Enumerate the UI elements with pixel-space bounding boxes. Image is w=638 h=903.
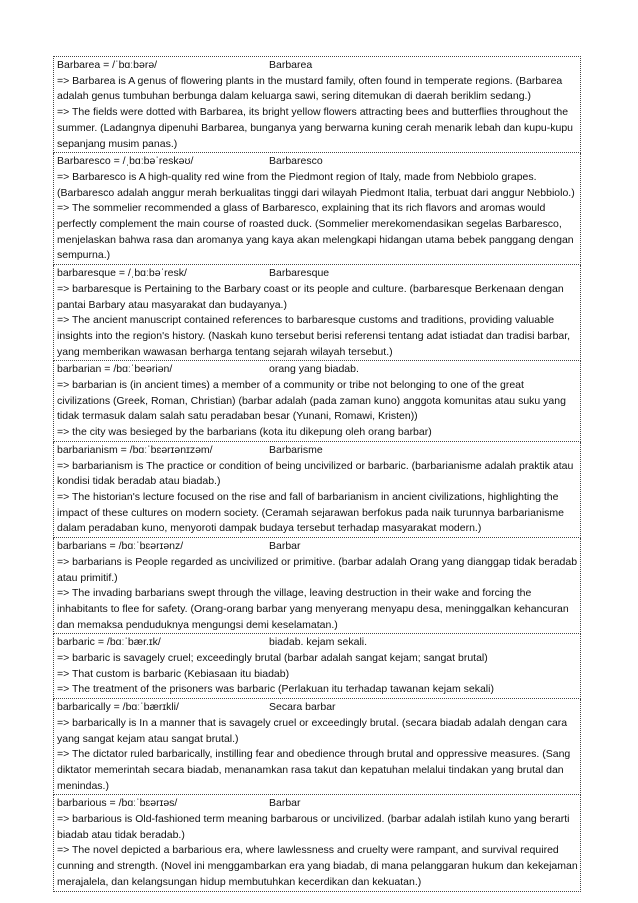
entry-example: => The sommelier recommended a glass of Barbaresco, explaining that its rich flavors and aromas would perfectly complement the main course of roasted duck. (Sommelier merekomendasikan segelas Barbaresco, menjelaskan bahwa rasa dan aromanya yang kaya akan melengkapi hidangan utama bebek panggang dengan sempurna.) [57,202,574,262]
entry-translation: Barbarea [269,59,313,71]
entry-translation: Barbarisme [269,443,323,456]
entry-example: => The treatment of the prisoners was barbaric (Perlakuan itu terhadap tawanan kejam sekali) [57,683,494,696]
entry-headline [57,154,578,170]
entry-definition: => Barbarea is A genus of flowering plants in the mustard family, often found in temperate regions. (Barbarea adalah genus tumbuhan berbunga dalam keluarga sawi, sering ditemukan di daerah beriklim sedang.) [57,74,563,103]
entry-translation: Barbaresco [269,155,323,168]
dictionary-entry [53,265,581,361]
dictionary-entry [53,56,581,153]
entry-definition: => barbarian is (in ancient times) a member of a community or tribe not belonging to one of the great civilizations (Greek, Roman, Christian) (barbar adalah (pada zaman kuno) anggota komunitas atau suku yang tidak termasuk dalam salah satu peradaban besar (Yunani, Romawi, Kristen)) [57,379,566,423]
entry-headline [57,635,578,651]
entry-translation: Barbar [269,797,301,810]
dictionary-document [53,56,581,892]
dictionary-entry [53,634,581,699]
entry-headword: barbarious = /bɑːˈbɛərɪəs/ [57,797,178,810]
dictionary-entry [53,153,581,265]
entry-headword: barbarically = /bɑːˈbærɪkli/ [57,701,179,714]
entry-definition: => barbaric is savagely cruel; exceedingly brutal (barbar adalah sangat kejam; sangat brutal) [57,652,488,665]
entry-example: => The historian's lecture focused on the rise and fall of barbarianism in ancient civilizations, highlighting the impact of these cultures on modern society. (Ceramah sejarawan berfokus pada naik turunnya barbarianisme dalam peradaban kuno, menyoroti dampak budaya tersebut terhadap masyarakat modern.) [57,490,564,535]
entry-translation: Barbar [269,540,301,553]
entry-example: => The dictator ruled barbarically, instilling fear and obedience through brutal and oppressive measures. (Sang diktator memerintah secara biadab, menanamkan rasa takut dan kepatuhan melalui tindakan yang brutal dan menindas.) [57,748,571,792]
dictionary-entry [53,361,581,442]
entry-headline [57,58,578,74]
entry-example: => The novel depicted a barbarious era, where lawlessness and cruelty were rampant, and survival required cunning and strength. (Novel ini menggambarkan era yang biadab, di mana pelanggaran hukum dan kekejaman merajalela, dan kelangsungan hidup membutuhkan kecerdikan dan kekuatan.) [57,844,578,888]
entry-example: => The fields were dotted with Barbarea, its bright yellow flowers attracting bees and butterflies throughout the summer. (Ladangnya dipenuhi Barbarea, bunganya yang berwarna kuning cerah menarik lebah dan kupu-kupu sepanjang musim panas.) [57,106,574,150]
entry-translation: biadab. kejam sekali. [269,636,368,649]
dictionary-entry [53,699,581,795]
entry-headline [57,539,578,555]
entry-headword: barbarianism = /bɑːˈbɛərɪənɪzəm/ [57,443,213,456]
entry-headword: barbaresque = /ˌbɑːbəˈresk/ [57,267,187,280]
entry-definition: => barbarianism is The practice or condition of being uncivilized or barbaric. (barbarianisme adalah praktik atau kondisi tidak beradab atau biadab.) [57,459,574,488]
entry-definition: => barbarically is In a manner that is savagely cruel or exceedingly brutal. (secara biadab adalah dengan cara yang sangat kejam atau sangat brutal.) [57,716,568,745]
dictionary-entry [53,538,581,634]
entry-example: => the city was besieged by the barbarians (kota itu dikepung oleh orang barbar) [57,426,432,439]
entry-headword: Barbarea = /ˈbɑːbərə/ [57,59,158,71]
entry-headline [57,266,578,282]
entry-definition: => barbaresque is Pertaining to the Barbary coast or its people and culture. (barbaresque Berkenaan dengan pantai Barbary atau masyarakat dan budayanya.) [57,282,564,311]
entry-definition: => Barbaresco is A high-quality red wine from the Piedmont region of Italy, made from Nebbiolo grapes. (Barbaresco adalah anggur merah berkualitas tinggi dari wilayah Piedmont Italia, terbuat dari anggur Nebbiolo.) [57,170,575,199]
entry-definition: => barbarians is People regarded as uncivilized or primitive. (barbar adalah Orang yang dianggap tidak beradab atau primitif.) [57,555,578,584]
dictionary-entry [53,442,581,538]
entry-translation: orang yang biadab. [269,363,359,376]
entry-example: => The ancient manuscript contained references to barbaresque customs and traditions, providing valuable insights into the region's history. (Naskah kuno tersebut berisi referensi tentang adat istiadat dan tradisi barbar, yang memberikan wawasan berharga tentang sejarah wilayah tersebut.) [57,314,571,358]
entry-headline [57,443,578,459]
dictionary-entry [53,795,581,891]
entry-example: => That custom is barbaric (Kebiasaan itu biadab) [57,667,290,680]
entry-headline [57,700,578,716]
entry-headword: barbarians = /bɑːˈbɛərɪənz/ [57,540,184,553]
entry-headword: Barbaresco = /ˌbɑːbəˈreskəʊ/ [57,155,194,168]
entry-definition: => barbarious is Old-fashioned term meaning barbarous or uncivilized. (barbar adalah istilah kuno yang berarti biadab atau tidak beradab.) [57,813,570,841]
entry-translation: Secara barbar [269,701,336,714]
entry-headline [57,362,578,378]
entry-headword: barbaric = /bɑːˈbær.ɪk/ [57,636,161,649]
entry-example: => The invading barbarians swept through the village, leaving destruction in their wake and forcing the inhabitants to flee for safety. (Orang-orang barbar yang menyerang menyapu desa, meninggalkan kehancuran dan memaksa penduduknya mengungsi demi keselamatan.) [57,587,569,631]
entry-translation: Barbaresque [269,267,330,280]
entry-headline [57,796,578,812]
entry-headword: barbarian = /bɑːˈbeəriən/ [57,363,173,376]
